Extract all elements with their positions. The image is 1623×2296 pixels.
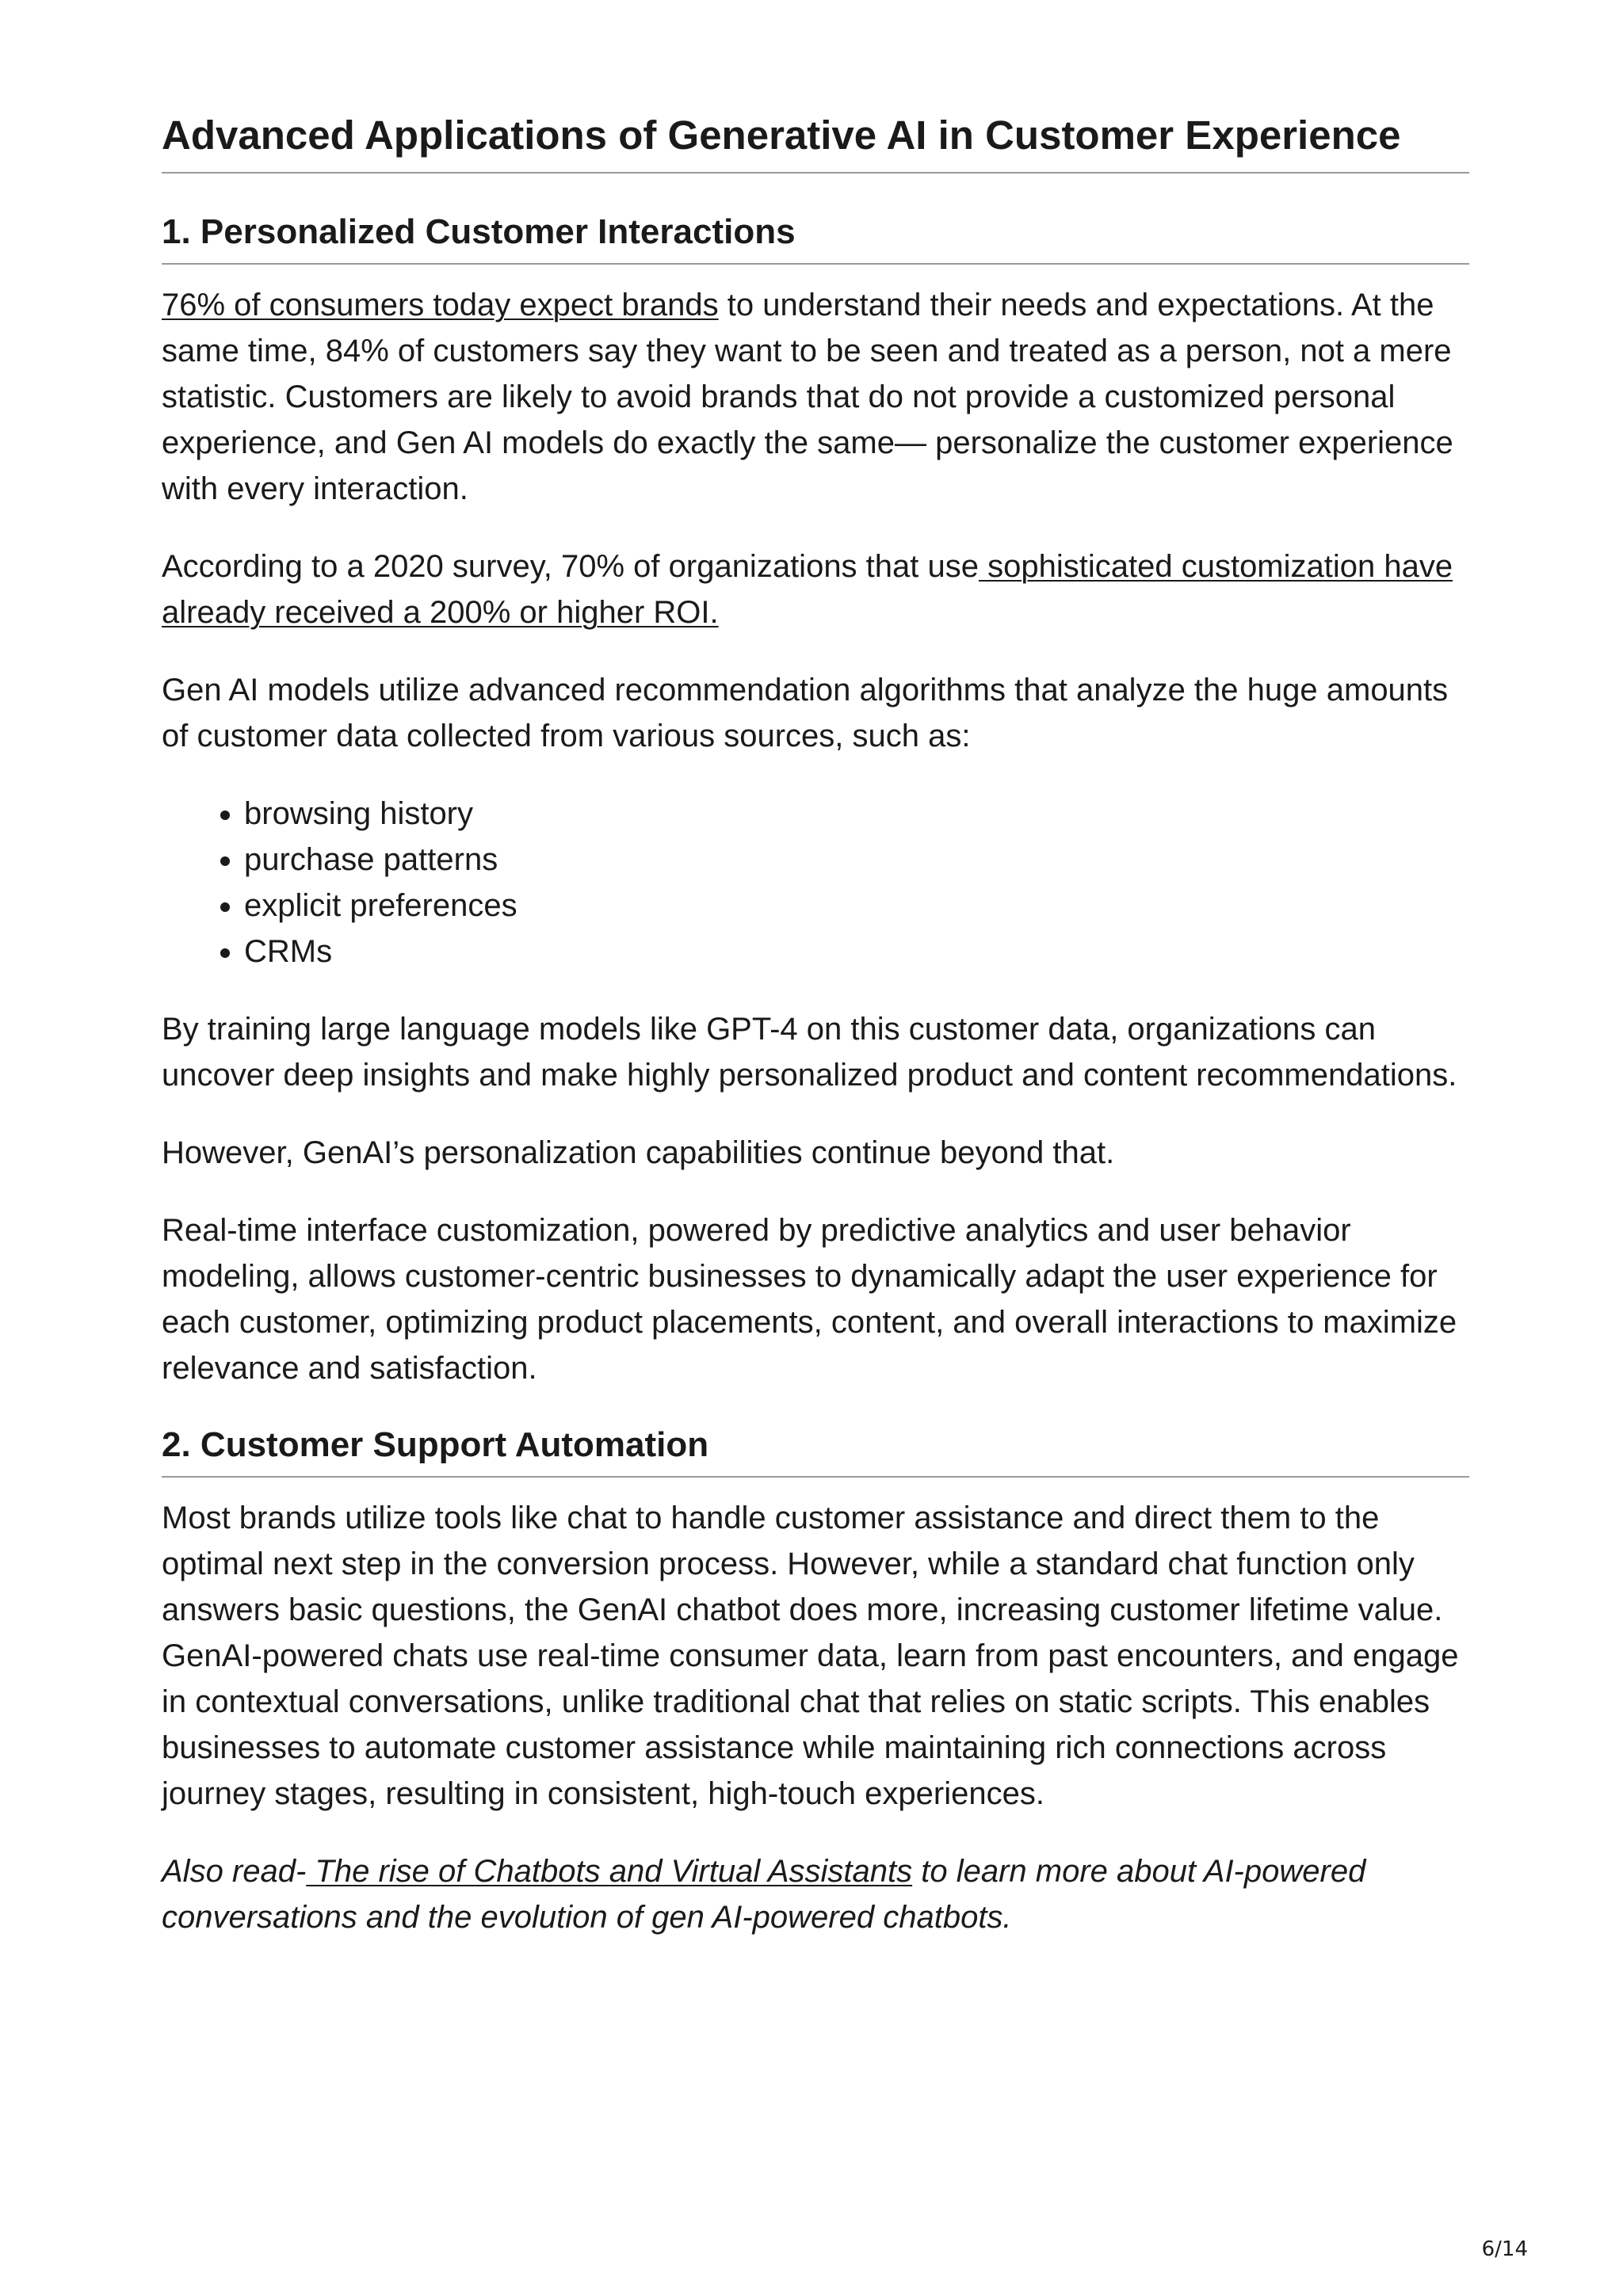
paragraph: Real-time interface customization, powered by predictive analytics and user behavior modeling, allows customer-centric businesses to dynamically adapt the user experience for each customer, optimizing product placements, content, and overall interactions to maximize relevance and satisfaction. bbox=[162, 1212, 1457, 1386]
customization-roi-link[interactable]: sophisticated customization have already received a 200% or higher ROI. bbox=[162, 548, 1453, 630]
also-read-prefix: Also read- bbox=[162, 1853, 307, 1889]
paragraph bbox=[162, 282, 1469, 512]
document-title: Advanced Applications of Generative AI in Customer Experience bbox=[162, 111, 1469, 174]
page-number: 6/14 bbox=[1481, 2237, 1528, 2261]
list-item: • browsing history bbox=[244, 791, 1469, 837]
also-read-paragraph bbox=[162, 1848, 1469, 1940]
paragraph-text: According to a 2020 survey, 70% of organizations that use bbox=[162, 548, 979, 584]
chatbots-article-link[interactable]: The rise of Chatbots and Virtual Assistants bbox=[306, 1853, 913, 1889]
also-read-suffix: to learn more about AI-powered conversations and the evolution of gen AI-powered chatbots. bbox=[162, 1853, 1366, 1935]
list-item: • purchase patterns bbox=[244, 837, 1469, 883]
section-support-automation bbox=[162, 1495, 1469, 1940]
list-item: • explicit preferences bbox=[244, 883, 1469, 929]
paragraph-text: to understand their needs and expectations. At the same time, 84% of customers say they want to be seen and treated as a person, not a mere statistic. Customers are likely to avoid brands that do not provide a customized personal experience, and Gen AI models do exactly the same— personalize the customer experience with every interaction. bbox=[162, 287, 1453, 506]
paragraph: Most brands utilize tools like chat to handle customer assistance and direct them to the optimal next step in the conversion process. However, while a standard chat function only answers basic questions, the GenAI chatbot does more, increasing customer lifetime value. GenAI-powered chats use real-time consumer data, learn from past encounters, and engage in contextual conversations, unlike traditional chat that relies on static scripts. This enables businesses to automate customer assistance while maintaining rich connections across journey stages, resulting in consistent, high-touch experiences. bbox=[162, 1500, 1459, 1811]
consumer-expectations-link[interactable]: 76% of consumers today expect brands bbox=[162, 287, 719, 322]
document-page bbox=[162, 111, 1469, 1940]
section-heading-personalized-interactions: 1. Personalized Customer Interactions bbox=[162, 212, 1469, 265]
data-sources-list bbox=[162, 791, 1469, 974]
paragraph: Gen AI models utilize advanced recommendation algorithms that analyze the huge amounts of customer data collected from various sources, such as: bbox=[162, 672, 1449, 753]
paragraph: However, GenAI’s personalization capabilities continue beyond that. bbox=[162, 1135, 1115, 1170]
paragraph: By training large language models like GPT-4 on this customer data, organizations can uncover deep insights and make highly personalized product and content recommendations. bbox=[162, 1011, 1457, 1093]
paragraph bbox=[162, 543, 1469, 635]
section-heading-support-automation: 2. Customer Support Automation bbox=[162, 1425, 1469, 1478]
list-item: • CRMs bbox=[244, 929, 1469, 974]
section-personalized-interactions bbox=[162, 282, 1469, 1391]
